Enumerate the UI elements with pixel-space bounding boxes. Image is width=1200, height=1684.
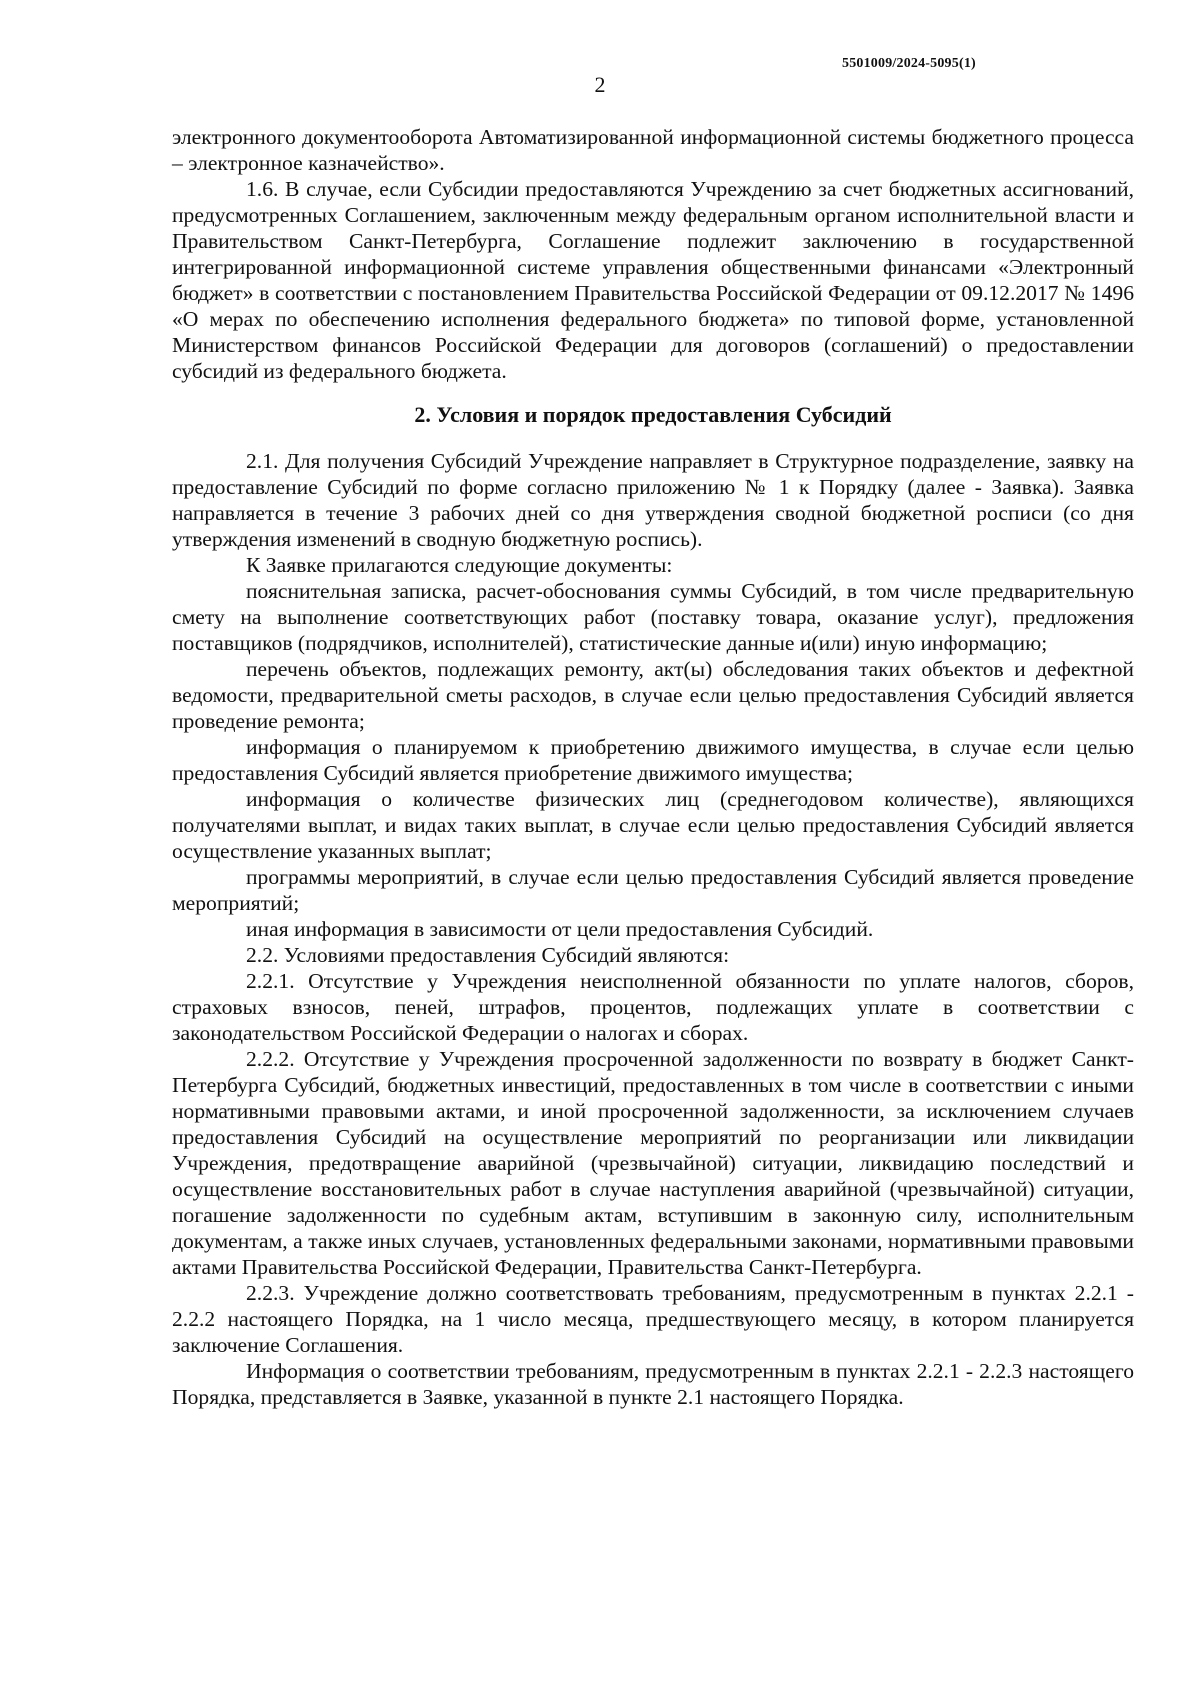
document-body — [172, 124, 1134, 1410]
document-registration-number: 5501009/2024-5095(1) — [842, 56, 976, 71]
list-item-attachment: программы мероприятий, в случае если целью предоставления Субсидий является проведение мероприятий; — [172, 865, 1134, 915]
paragraph-2-2-1: 2.2.1. Отсутствие у Учреждения неисполненной обязанности по уплате налогов, сборов, страховых взносов, пеней, штрафов, процентов, подлежащих уплате в соответствии с законодательством Российской Федерации о налогах и сборах. — [172, 969, 1134, 1045]
list-item-attachment: перечень объектов, подлежащих ремонту, акт(ы) обследования таких объектов и дефектной ведомости, предварительной сметы расходов, в случае если целью предоставления Субсидий является проведение ремонта; — [172, 657, 1134, 733]
list-item-attachment: иная информация в зависимости от цели предоставления Субсидий. — [246, 917, 874, 941]
paragraph-2-2-2: 2.2.2. Отсутствие у Учреждения просроченной задолженности по возврату в бюджет Санкт-Петербурга Субсидий, бюджетных инвестиций, предоставленных в том числе в соответствии с иными нормативными правовыми актами, и иной просроченной задолженности, за исключением случаев предоставления Субсидий на осуществление мероприятий по реорганизации или ликвидации Учреждения, предотвращение аварийной (чрезвычайной) ситуации, ликвидацию последствий и осуществление восстановительных работ в случае наступления аварийной (чрезвычайной) ситуации, погашение задолженности по судебным актам, вступившим в законную силу, исполнительным документам, а также иных случаев, установленных федеральными законами, нормативными правовыми актами Правительства Российской Федерации, Правительства Санкт-Петербурга. — [172, 1047, 1134, 1279]
page-number: 2 — [594, 72, 606, 97]
list-item-attachment: информация о планируемом к приобретению движимого имущества, в случае если целью предоставления Субсидий является приобретение движимого имущества; — [172, 735, 1134, 785]
paragraph-2-1: 2.1. Для получения Субсидий Учреждение направляет в Структурное подразделение, заявку на предоставление Субсидий по форме согласно приложению № 1 к Порядку (далее - Заявка). Заявка направляется в течение 3 рабочих дней со дня утверждения сводной бюджетной росписи (со дня утверждения изменений в сводную бюджетную роспись). — [172, 449, 1134, 551]
paragraph-2-2: 2.2. Условиями предоставления Субсидий являются: — [246, 943, 730, 967]
paragraph-compliance-info: Информация о соответствии требованиям, предусмотренным в пунктах 2.2.1 - 2.2.3 настоящего Порядка, представляется в Заявке, указанной в пункте 2.1 настоящего Порядка. — [172, 1359, 1134, 1409]
list-item-attachment: пояснительная записка, расчет-обоснования суммы Субсидий, в том числе предварительную смету на выполнение соответствующих работ (поставку товара, оказание услуг), предложения поставщиков (подрядчиков, исполнителей), статистические данные и(или) иную информацию; — [172, 579, 1134, 655]
list-item-attachment: информация о количестве физических лиц (среднегодовом количестве), являющихся получателями выплат, и видах таких выплат, в случае если целью предоставления Субсидий является осуществление указанных выплат; — [172, 787, 1134, 863]
paragraph-2-2-3: 2.2.3. Учреждение должно соответствовать требованиям, предусмотренным в пунктах 2.2.1 - 2.2.2 настоящего Порядка, на 1 число месяца, предшествующего месяцу, в котором планируется заключение Соглашения. — [172, 1281, 1134, 1357]
paragraph-continuation: электронного документооборота Автоматизированной информационной системы бюджетного процесса – электронное казначейство». — [172, 125, 1134, 175]
paragraph-1-6: 1.6. В случае, если Субсидии предоставляются Учреждению за счет бюджетных ассигнований, предусмотренных Соглашением, заключенным между федеральным органом исполнительной власти и Правительством Санкт-Петербурга, Соглашение подлежит заключению в государственной интегрированной информационной системе управления общественными финансами «Электронный бюджет» в соответствии с постановлением Правительства Российской Федерации от 09.12.2017 № 1496 «О мерах по обеспечению исполнения федерального бюджета» по типовой форме, установленной Министерством финансов Российской Федерации для договоров (соглашений) о предоставлении субсидий из федерального бюджета. — [172, 177, 1134, 383]
paragraph-attachments-intro: К Заявке прилагаются следующие документы: — [246, 553, 673, 577]
section-heading: 2. Условия и порядок предоставления Субсидий — [414, 402, 892, 427]
